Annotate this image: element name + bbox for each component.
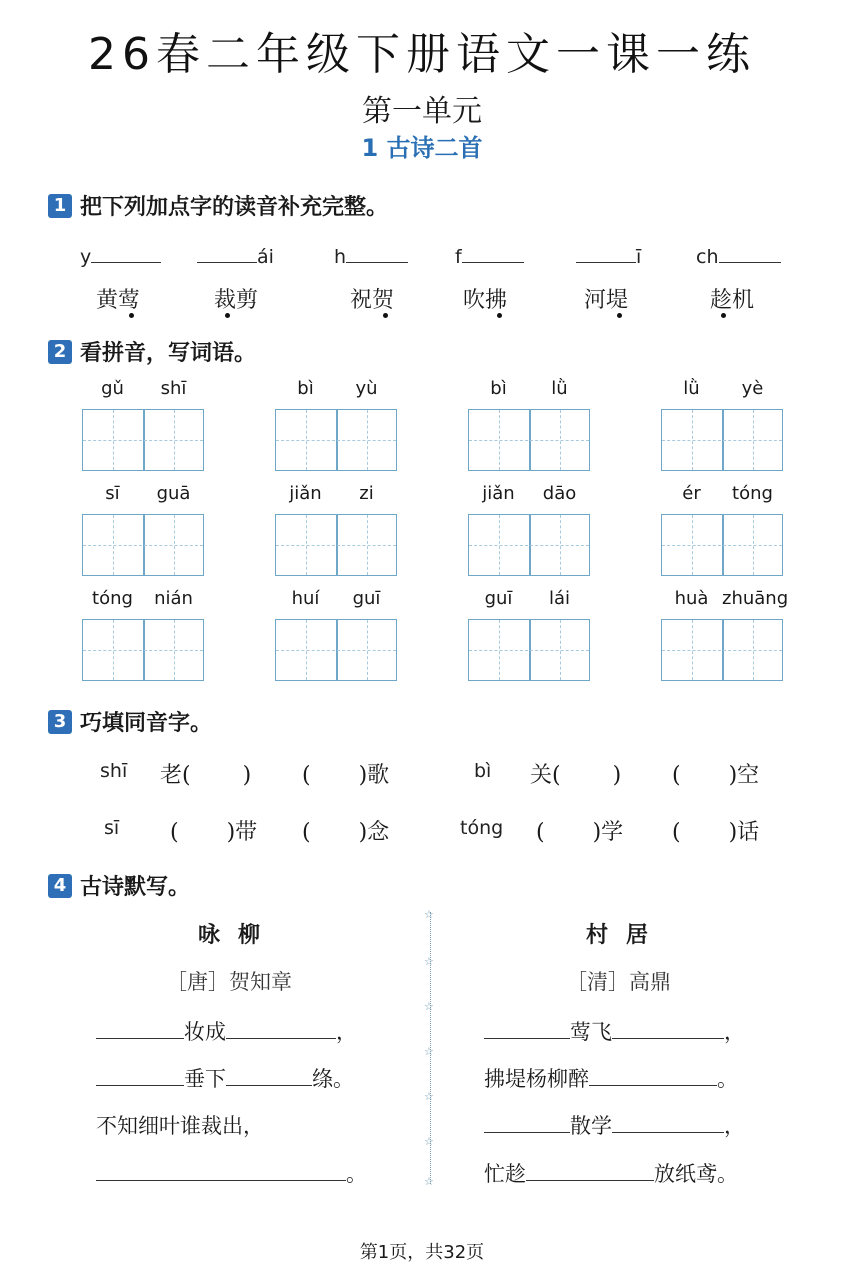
writing-grid-box[interactable]	[661, 409, 783, 471]
question-number-badge: 1	[48, 194, 72, 218]
pinyin-blank-1[interactable]: y	[80, 244, 161, 268]
star-icon: ☆	[424, 1175, 434, 1188]
grid-pinyin: bì	[490, 378, 507, 399]
writing-grid-box[interactable]	[275, 619, 397, 681]
q3-blank[interactable]: ( )空	[672, 763, 760, 788]
writing-grid-box[interactable]	[468, 619, 590, 681]
question-number-badge: 2	[48, 340, 72, 364]
grid-pinyin: tóng	[92, 588, 133, 609]
grid-pinyin: guī	[352, 588, 381, 609]
question-3-heading	[48, 706, 212, 737]
grid-pinyin: zhuāng	[722, 588, 789, 609]
poem-left-title: 咏柳	[198, 922, 279, 948]
lesson-title: 1 古诗二首	[361, 134, 483, 162]
star-icon: ☆	[424, 1090, 434, 1103]
grid-pinyin: sī	[105, 483, 120, 504]
question-number-badge: 4	[48, 874, 72, 898]
q3-blank[interactable]: 关( )	[530, 763, 622, 788]
emphasis-dot	[721, 313, 726, 318]
poem-left-author: ［唐］贺知章	[166, 970, 292, 994]
star-icon: ☆	[424, 1000, 434, 1013]
grid-pinyin: lái	[548, 588, 571, 609]
word-2: 裁剪	[214, 288, 259, 313]
unit-title: 第一单元	[362, 94, 482, 129]
word-3: 祝贺	[350, 288, 395, 313]
writing-grid-box[interactable]	[468, 514, 590, 576]
page-footer: 第1页，共32页	[359, 1242, 485, 1263]
pinyin-blank-6[interactable]: ch	[696, 244, 781, 268]
grid-pinyin: huí	[291, 588, 320, 609]
writing-grid-box[interactable]	[82, 409, 204, 471]
q3-blank[interactable]: ( )念	[302, 820, 390, 845]
question-4-instruction: 古诗默写。	[80, 875, 191, 900]
star-icon: ☆	[424, 1045, 434, 1058]
grid-pinyin: shī	[160, 378, 187, 399]
grid-pinyin: guī	[484, 588, 513, 609]
grid-pinyin: bì	[297, 378, 314, 399]
grid-pinyin: tóng	[732, 483, 773, 504]
grid-pinyin: gǔ	[101, 378, 124, 399]
question-3-instruction: 巧填同音字。	[80, 711, 213, 736]
grid-pinyin: huà	[674, 588, 709, 609]
poem-right-line-1[interactable]: 莺飞 ，	[484, 1016, 745, 1046]
document-title: 26春二年级下册语文一课一练	[88, 29, 756, 80]
grid-pinyin: lǜ	[683, 378, 700, 399]
poem-right-title: 村居	[586, 922, 667, 948]
question-2-instruction: 看拼音，写词语。	[80, 341, 257, 366]
q3-pinyin: shī	[100, 760, 128, 782]
q3-blank[interactable]: ( )话	[672, 820, 760, 845]
pinyin-blank-5[interactable]: ī	[576, 244, 641, 268]
poem-left-line-4[interactable]: 。	[96, 1158, 367, 1188]
q3-blank[interactable]: ( )歌	[302, 763, 390, 788]
writing-grid-box[interactable]	[661, 514, 783, 576]
question-1-heading	[48, 190, 388, 221]
grid-pinyin: nián	[154, 588, 193, 609]
word-1: 黄莺	[96, 288, 141, 313]
q3-blank[interactable]: ( )带	[170, 820, 258, 845]
question-1-instruction: 把下列加点字的读音补充完整。	[80, 195, 389, 220]
poem-right-line-2[interactable]: 拂堤杨柳醉 。	[484, 1067, 738, 1091]
grid-pinyin: yè	[741, 378, 764, 399]
writing-grid-box[interactable]	[661, 619, 783, 681]
star-icon: ☆	[424, 955, 434, 968]
q3-blank[interactable]: ( )学	[536, 820, 624, 845]
grid-pinyin: ér	[682, 483, 701, 504]
grid-pinyin: guā	[156, 483, 191, 504]
poem-right-author: ［清］高鼎	[566, 970, 671, 994]
writing-grid-box[interactable]	[275, 409, 397, 471]
pinyin-blank-3[interactable]: h	[334, 244, 408, 268]
q3-blank[interactable]: 老( )	[160, 763, 252, 788]
grid-pinyin: zi	[359, 483, 374, 504]
writing-grid-box[interactable]	[275, 514, 397, 576]
poem-left-line-2[interactable]: 垂下 绦。	[96, 1063, 354, 1093]
pinyin-blank-4[interactable]: f	[455, 244, 524, 268]
emphasis-dot	[383, 313, 388, 318]
grid-pinyin: yù	[355, 378, 378, 399]
star-icon: ☆	[424, 908, 434, 921]
poem-right-line-3[interactable]: 散学 ，	[484, 1110, 745, 1140]
star-icon: ☆	[424, 1135, 434, 1148]
grid-pinyin: jiǎn	[482, 483, 515, 504]
poem-left-line-1[interactable]: 妆成 ，	[96, 1016, 357, 1046]
writing-grid-box[interactable]	[82, 514, 204, 576]
pinyin-blank-2[interactable]: ái	[197, 244, 274, 268]
writing-grid-box[interactable]	[468, 409, 590, 471]
q3-pinyin: bì	[474, 760, 492, 782]
emphasis-dot	[497, 313, 502, 318]
poem-right-line-4[interactable]: 忙趁 放纸鸢。	[484, 1162, 738, 1186]
emphasis-dot	[129, 313, 134, 318]
question-number-badge: 3	[48, 710, 72, 734]
grid-pinyin: lǜ	[551, 378, 568, 399]
word-6: 趁机	[710, 288, 755, 313]
grid-pinyin: jiǎn	[289, 483, 322, 504]
q3-pinyin: tóng	[460, 817, 504, 839]
question-2-heading	[48, 336, 256, 367]
word-4: 吹拂	[463, 288, 508, 313]
q3-pinyin: sī	[104, 817, 120, 839]
grid-pinyin: dāo	[542, 483, 577, 504]
writing-grid-box[interactable]	[82, 619, 204, 681]
emphasis-dot	[225, 313, 230, 318]
question-4-heading	[48, 870, 190, 901]
word-5: 河堤	[584, 288, 629, 313]
emphasis-dot	[617, 313, 622, 318]
poem-left-line-3: 不知细叶谁裁出，	[96, 1114, 264, 1138]
